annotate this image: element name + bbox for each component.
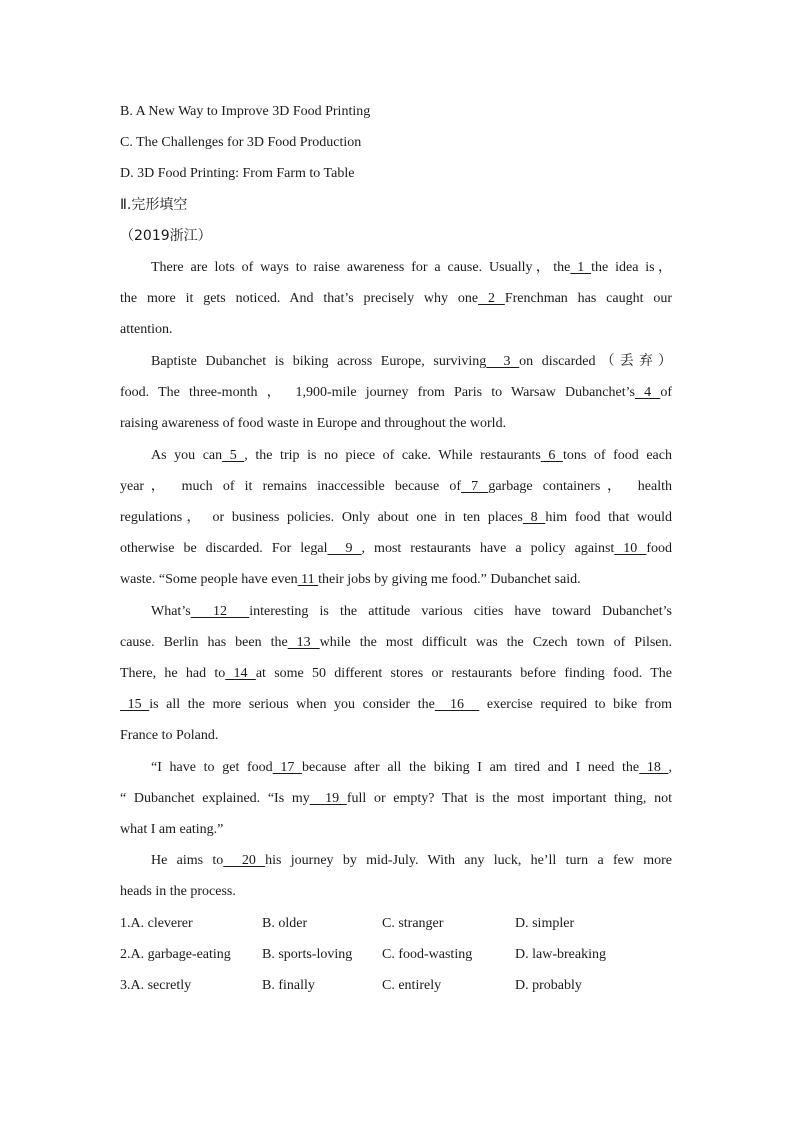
passage-line: As you can 5 , the trip is no piece of cake. While restaurants 6 tons of food each [151,448,672,463]
blank-11: 11 [297,572,319,587]
question-row [120,945,680,965]
option-b: B. sports-loving [262,947,353,962]
passage-line: the more it gets noticed. And that’s precisely why one 2 Frenchman has caught our [120,291,673,306]
passage-line: There, he had to 14 at some 50 different stores or restaurants before finding food. The [120,666,672,681]
passage-line: 15 is all the more serious when you consider the 16 exercise required to bike from [120,697,672,712]
passage-line: Baptiste Dubanchet is biking across Europe, surviving 3 on discarded（丢弃） [151,354,672,369]
section-title: Ⅱ.完形填空 [120,197,188,213]
passage-line: France to Poland. [120,728,219,743]
option-b-line: B. A New Way to Improve 3D Food Printing [120,104,371,119]
blank-3: 3 [486,354,520,369]
blank-15: 15 [120,697,150,712]
passage-line: food. The three-month ， 1,900-mile journey from Paris to Warsaw Dubanchet’s 4 of [120,385,673,400]
passage-line: year， much of it remains inaccessible because of 7 garbage containers， health [120,479,673,494]
option-b: B. older [262,916,308,931]
option-d: D. law-breaking [515,947,606,962]
blank-18: 18 [639,760,669,775]
blank-16: 16 [434,697,480,712]
passage-line: regulations， or business policies. Only about one in ten places 8 him food that would [120,510,673,525]
blank-8: 8 [522,510,546,525]
blank-1: 1 [570,260,592,275]
blank-13: 13 [287,635,320,650]
passage-line: otherwise be discarded. For legal 9 , most restaurants have a policy against 10 food [120,541,672,556]
blank-9: 9 [327,541,362,556]
blank-12: 12 [190,604,250,619]
question-row [120,914,680,934]
blank-6: 6 [540,448,563,463]
option-a: 2.A. garbage-eating [120,947,231,962]
passage-line: “I have to get food 17 because after all the biking I am tired and I need the 18 , [151,760,672,775]
passage-line: what I am eating.” [120,822,224,837]
blank-20: 20 [223,853,266,868]
passage-line: He aims to 20 his journey by mid-July. With any luck, he’ll turn a few more [151,853,673,868]
option-b: B. finally [262,978,315,993]
option-c: C. entirely [382,978,442,993]
passage-line: raising awareness of food waste in Europe and throughout the world. [120,416,507,431]
passage-line: What’s 12 interesting is the attitude various cities have toward Dubanchet’s [151,604,672,619]
option-d-line: D. 3D Food Printing: From Farm to Table [120,166,355,181]
blank-2: 2 [478,291,505,306]
blank-5: 5 [222,448,245,463]
passage-line: cause. Berlin has been the 13 while the most difficult was the Czech town of Pilsen. [120,635,673,650]
option-c-line: C. The Challenges for 3D Food Production [120,135,362,150]
question-row [120,976,680,996]
blank-17: 17 [272,760,303,775]
blank-7: 7 [461,479,489,494]
passage-line: There are lots of ways to raise awareness for a cause. Usually，the 1 the idea is， [151,260,673,275]
passage-line: attention. [120,322,173,337]
blank-19: 19 [309,791,347,806]
option-c: C. stranger [382,916,444,931]
option-a: 1.A. cleverer [120,916,193,931]
option-d: D. probably [515,978,582,993]
blank-4: 4 [634,385,661,400]
passage-line: waste. “Some people have even 11 their jobs by giving me food.” Dubanchet said. [120,572,581,587]
blank-10: 10 [614,541,647,556]
option-c: C. food-wasting [382,947,473,962]
option-a: 3.A. secretly [120,978,192,993]
passage-line: “ Dubanchet explained. “Is my 19 full or empty? That is the most important thing, not [120,791,672,806]
option-d: D. simpler [515,916,575,931]
section-source: （2019浙江） [120,228,212,244]
blank-14: 14 [225,666,256,681]
passage-line: heads in the process. [120,884,236,899]
